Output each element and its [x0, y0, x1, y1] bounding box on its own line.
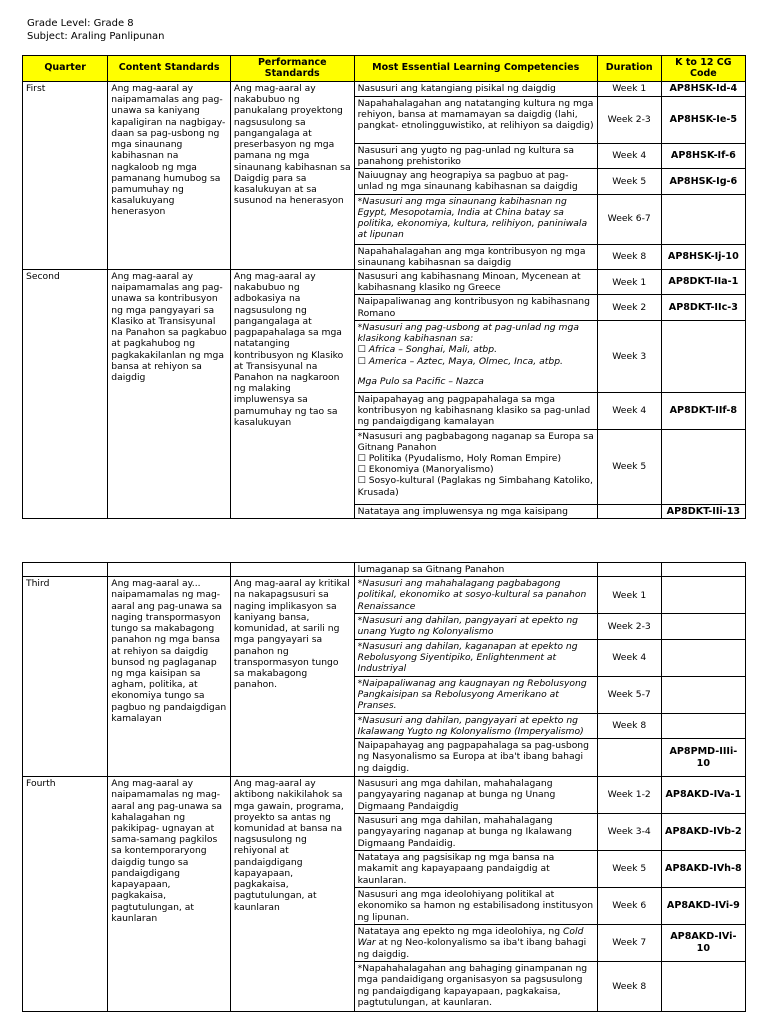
- cg-code-cell: [661, 320, 745, 392]
- competency-cell: [354, 320, 597, 392]
- cg-code-cell: AP8AKD-IVa-1: [661, 777, 745, 814]
- cg-code-cell: [661, 962, 745, 1012]
- quarter-cell: Fourth: [23, 777, 108, 1012]
- content-standard-cell: Ang mag-aaral ay naipamamalas ang pag- unawa sa kontribusyon ng mga pangyayari sa Klasiko at Transisyunal na Panahon sa pagkabuo at pagkahubog ng pagkakakilanlan ng mga bansa at rehiyon sa daigdig: [108, 270, 231, 519]
- competency-cell: *Nasusuri ang dahilan, kaganapan at epekto ng Rebolusyong Siyentipiko, Enlightenment at Industriyal: [354, 639, 597, 676]
- duration-cell: Week 2-3: [597, 614, 661, 639]
- curriculum-table-page-1: [22, 55, 746, 519]
- competency-cell: *Nasusuri ang dahilan, pangyayari at epekto ng unang Yugto ng Kolonyalismo: [354, 614, 597, 639]
- cg-code-cell: AP8AKD-IVh-8: [661, 851, 745, 888]
- performance-standard-cell: Ang mag-aaral ay nakabubuo ng panukalang proyektong nagsusulong sa pangangalaga at preserbasyon ng mga pamana ng mga sinaunang kabihasnan sa Daigdig para sa kasalukuyan at sa susunod na henerasyon: [230, 82, 354, 270]
- competency-bullet: ☐ Politika (Pyudalismo, Holy Roman Empire): [357, 452, 562, 464]
- competency-cell: lumaganap sa Gitnang Panahon: [354, 563, 597, 577]
- duration-cell: Week 4: [597, 143, 661, 168]
- duration-cell: Week 4: [597, 639, 661, 676]
- duration-cell: Week 1-2: [597, 777, 661, 814]
- competency-cell: *Naipapaliwanag ang kaugnayan ng Rebolusyong Pangkaisipan sa Rebolusyong Amerikano at Pranses.: [354, 676, 597, 713]
- cg-code-cell: AP8AKD-IVb-2: [661, 814, 745, 851]
- competency-cell: Nasusuri ang mga dahilan, mahahalagang pangyayaring naganap at bunga ng Ikalawang Digmaang Pandaidig.: [354, 814, 597, 851]
- content-standard-cell: Ang mag-aaral ay naipamamalas ng mag-aaral ang pag-unawa sa kahalagahan ng pakikipag- ugnayan at sama-samang pagkilos sa kontemporaryong daigdig tungo sa pandaigdigang kapayapaan, pagkakaisa, pagtutulungan, at kaunlaran: [108, 777, 231, 1012]
- header-quarter: Quarter: [23, 56, 108, 82]
- cg-code-cell: AP8HSK-Ig-6: [661, 169, 745, 194]
- competency-cell: Natataya ang pagsisikap ng mga bansa na makamit ang kapayapaang pandaigdig at kaunlaran.: [354, 851, 597, 888]
- duration-cell: Week 6-7: [597, 194, 661, 244]
- cg-code-cell: AP8HSK-Ij-10: [661, 244, 745, 269]
- competency-cell: Natataya ang impluwensya ng mga kaisipang: [354, 504, 597, 519]
- competency-cell: *Nasusuri ang dahilan, pangyayari at epekto ng Ikalawang Yugto ng Kolonyalismo (Imperyalismo): [354, 713, 597, 738]
- cg-code-cell: AP8PMD-IIIi-10: [661, 739, 745, 777]
- competency-bullet: ☐ Sosyo-kultural (Paglakas ng Simbahang Katoliko, Krusada): [357, 475, 593, 498]
- performance-standard-cell: Ang mag-aaral ay kritikal na nakapagsusuri sa naging implikasyon sa kaniyang bansa, komunidad, at sarili ng mga pangyayari sa panahon ng transpormasyon tungo sa makabagong panahon.: [230, 577, 354, 777]
- table-row: [23, 82, 746, 97]
- performance-standard-cell: [230, 563, 354, 577]
- cg-code-cell: AP8AKD-IVi-9: [661, 888, 745, 925]
- content-standard-cell: Ang mag-aaral ay... naipamamalas ng mag-aaral ang pag-unawa sa naging transpormasyon tungo sa makabagong panahon ng mga bansa at rehiyon sa daigdig bunsod ng paglaganap ng mga kaisipan sa agham, politika, at ekonomiya tungo sa pagbuo ng pandaigdigan kamalayan: [108, 577, 231, 777]
- duration-cell: Week 3-4: [597, 814, 661, 851]
- competency-cell: Nasusuri ang mga dahilan, mahahalagang pangyayaring naganap at bunga ng Unang Digmaang Pandaigdig: [354, 777, 597, 814]
- duration-cell: Week 4: [597, 392, 661, 429]
- competency-line: *Nasusuri ang pag-usbong at pag-unlad ng mga klasikong kabihasnan sa:: [357, 321, 579, 345]
- continuation-row: [23, 563, 746, 577]
- header-row: [23, 56, 746, 82]
- cg-code-cell: AP8DKT-IIa-1: [661, 270, 745, 295]
- quarter-cell: Third: [23, 577, 108, 777]
- cg-code-cell: [661, 429, 745, 504]
- cg-code-cell: [661, 639, 745, 676]
- duration-cell: Week 7: [597, 925, 661, 962]
- competency-bullet: ☐ Africa – Songhai, Mali, atbp.: [357, 344, 498, 356]
- curriculum-table-page-2: [22, 562, 746, 1012]
- competency-cell: Nasusuri ang katangiang pisikal ng daigdig: [354, 82, 597, 97]
- duration-cell: Week 5: [597, 429, 661, 504]
- competency-cell: Naipapahayag ang pagpapahalaga sa mga kontribusyon ng kabihasnang klasiko sa pag-unlad ng pandaigdigang kamalayan: [354, 392, 597, 429]
- table-row: [23, 270, 746, 295]
- duration-cell: Week 8: [597, 244, 661, 269]
- duration-cell: Week 5: [597, 169, 661, 194]
- duration-cell: [597, 504, 661, 519]
- grade-level: Grade Level: Grade 8: [27, 18, 134, 29]
- duration-cell: Week 1: [597, 82, 661, 97]
- duration-cell: Week 5: [597, 851, 661, 888]
- performance-standard-cell: Ang mag-aaral ay nakabubuo ng adbokasiya na nagsusulong ng pangangalaga at pagpapahalaga sa mga natatanging kontribusyon ng Klasiko at Transisyunal na Panahon na nagkaroon ng malaking impluwensya sa pamumuhay ng tao sa kasalukuyan: [230, 270, 354, 519]
- competency-cell: Naipapaliwanag ang kontribusyon ng kabihasnang Romano: [354, 295, 597, 320]
- header-performance-standards: Performance Standards: [230, 56, 354, 82]
- competency-cell: Nasusuri ang yugto ng pag-unlad ng kultura sa panahong prehistoriko: [354, 143, 597, 168]
- competency-cell: *Nasusuri ang mahahalagang pagbabagong politikal, ekonomiko at sosyo-kultural sa panahon Renaissance: [354, 577, 597, 614]
- quarter-cell: [23, 563, 108, 577]
- duration-cell: Week 1: [597, 577, 661, 614]
- cg-code-cell: [661, 676, 745, 713]
- competency-bullet: ☐ Ekonomiya (Manoryalismo): [357, 464, 494, 476]
- duration-cell: Week 3: [597, 320, 661, 392]
- spacer: [358, 367, 594, 376]
- competency-cell: *Nasusuri ang mga sinaunang kabihasnan ng Egypt, Mesopotamia, India at China batay sa politika, ekonomiya, kultura, relihiyon, paniniwala at lipunan: [354, 194, 597, 244]
- competency-bullet: ☐ America – Aztec, Maya, Olmec, Inca, atbp.: [357, 355, 563, 367]
- cg-code-cell: AP8DKT-IIf-8: [661, 392, 745, 429]
- cg-code-cell: [661, 713, 745, 738]
- competency-cell: Naiuugnay ang heograpiya sa pagbuo at pag-unlad ng mga sinaunang kabihasnan sa daigdig: [354, 169, 597, 194]
- competency-text: Natataya ang epekto ng mga ideolohiya, ng: [357, 926, 563, 938]
- cg-code-cell: AP8HSK-Id-4: [661, 82, 745, 97]
- competency-text: at ng Neo-kolonyalismo sa iba't ibang bahagi ng daigdig.: [357, 937, 587, 960]
- performance-standard-cell: Ang mag-aaral ay aktibong nakikilahok sa mga gawain, programa, proyekto sa antas ng komunidad at bansa na nagsusulong ng rehiyonal at pandaigdigang kapayapaan, pagkakaisa, pagtutulungan, at kaunlaran: [230, 777, 354, 1012]
- header-cg-code: K to 12 CG Code: [661, 56, 745, 82]
- quarter-cell: Second: [23, 270, 108, 519]
- duration-cell: Week 8: [597, 713, 661, 738]
- duration-cell: Week 8: [597, 962, 661, 1012]
- table-row: [23, 777, 746, 814]
- competency-cell: *Napahahalagahan ang bahaging ginampanan ng mga pandaidigang organisasyon sa pagsusulong ng pandaigdigang kapayapaan, pagkakaisa, pagtutulungan, at kaunlaran.: [354, 962, 597, 1012]
- cg-code-cell: [661, 563, 745, 577]
- duration-cell: Week 1: [597, 270, 661, 295]
- header-competencies: Most Essential Learning Competencies: [354, 56, 597, 82]
- competency-cell: Naipapahayag ang pagpapahalaga sa pag-usbong ng Nasyonalismo sa Europa at iba't ibang bahagi ng daigdig.: [354, 739, 597, 777]
- content-standard-cell: [108, 563, 231, 577]
- content-standard-cell: Ang mag-aaral ay naipamamalas ang pag-unawa sa kaniyang kapaligiran na nagbigay-daan sa pag-usbong ng mga sinaunang kabihasnan na nagkaloob ng mga pamanang humubog sa pamumuhay ng kasalukuyang henerasyon: [108, 82, 231, 270]
- competency-text-italic: Cold War: [357, 926, 584, 949]
- duration-cell: Week 6: [597, 888, 661, 925]
- duration-cell: Week 2-3: [597, 96, 661, 143]
- cg-code-cell: [661, 194, 745, 244]
- competency-cell: [354, 925, 597, 962]
- header-duration: Duration: [597, 56, 661, 82]
- table-row: [23, 577, 746, 614]
- competency-cell: Nasusuri ang kabihasnang Minoan, Mycenean at kabihasnang klasiko ng Greece: [354, 270, 597, 295]
- cg-code-cell: AP8DKT-IIi-13: [661, 504, 745, 519]
- duration-cell: Week 5-7: [597, 676, 661, 713]
- cg-code-cell: [661, 577, 745, 614]
- document-header: [27, 17, 165, 43]
- cg-code-cell: AP8HSK-Ie-5: [661, 96, 745, 143]
- competency-cell: [354, 429, 597, 504]
- duration-cell: [597, 563, 661, 577]
- competency-cell: Napahahalagahan ang mga kontribusyon ng mga sinaunang kabihasnan sa daigdig: [354, 244, 597, 269]
- cg-code-cell: AP8HSK-If-6: [661, 143, 745, 168]
- competency-line: *Nasusuri ang pagbabagong naganap sa Europa sa Gitnang Panahon: [357, 430, 594, 453]
- duration-cell: [597, 739, 661, 777]
- cg-code-cell: AP8AKD-IVi-10: [661, 925, 745, 962]
- header-content-standards: Content Standards: [108, 56, 231, 82]
- competency-cell: Nasusuri ang mga ideolohiyang politikal at ekonomiko sa hamon ng estabilisadong institusyon ng lipunan.: [354, 888, 597, 925]
- competency-line: Mga Pulo sa Pacific – Nazca: [357, 375, 484, 387]
- competency-cell: Napahahalagahan ang natatanging kultura ng mga rehiyon, bansa at mamamayan sa daigdig (lahi, pangkat- etnolingguwistiko, at relihiyon sa daigdig): [354, 96, 597, 143]
- cg-code-cell: AP8DKT-IIc-3: [661, 295, 745, 320]
- duration-cell: Week 2: [597, 295, 661, 320]
- quarter-cell: First: [23, 82, 108, 270]
- cg-code-cell: [661, 614, 745, 639]
- subject: Subject: Araling Panlipunan: [27, 31, 165, 42]
